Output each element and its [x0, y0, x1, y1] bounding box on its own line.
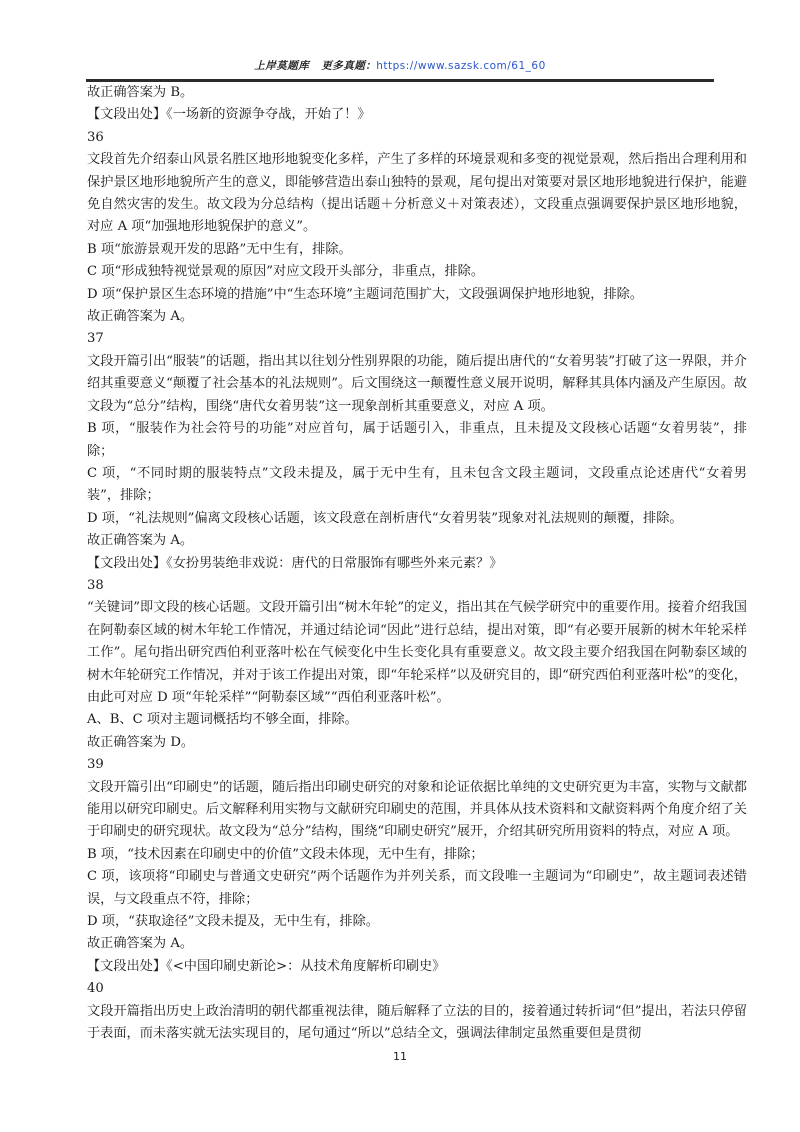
option-analysis: B 项，“技术因素在印刷史中的价值”文段未体现，无中生有，排除；	[87, 846, 484, 862]
option-analysis: A、B、C 项对主题词概括均不够全面，排除。	[87, 712, 358, 728]
answer-line: 故正确答案为 D。	[87, 734, 195, 750]
answer-line: 故正确答案为 A。	[87, 936, 194, 952]
analysis-paragraph: “关键词”即文段的核心话题。文段开篇引出“树木年轮”的定义，指出其在气候学研究中的重要作用。接着介绍我国在阿勒泰区域的树木年轮工作情况，并通过结论词“因此”进行总结，提出对策，即“有必要开展新的树木年轮采样工作”。尾句指出研究西伯利亚落叶松在气候变化中生长变化具有重要意义。故文段主要介绍我国在阿勒泰区域的树木年轮研究工作情况，并对于该工作提出对策，即“年轮采样”以及研究目的，即“研究西伯利亚落叶松”的变化，由此可对应 D 项“年轮采样”“阿勒泰区域”“西伯利亚落叶松”。	[87, 600, 747, 705]
question-number: 40	[87, 981, 104, 997]
option-analysis: B 项“旅游景观开发的思路”无中生有，排除。	[87, 241, 352, 257]
question-number: 37	[87, 331, 104, 347]
answer-line: 故正确答案为 A。	[87, 309, 194, 325]
option-analysis: D 项“保护景区生态环境的措施”中“生态环境”主题词范围扩大，文段强调保护地形地貌，排除。	[87, 286, 644, 302]
page-number: 11	[393, 1050, 407, 1063]
option-analysis: C 项“形成独特视觉景观的原因”对应文段开头部分，非重点，排除。	[87, 264, 485, 280]
analysis-paragraph: 文段开篇引出“服装”的话题，指出其以往划分性别界限的功能，随后提出唐代的“女着男装”打破了这一界限，并介绍其重要意义“颠覆了社会基本的礼法规则”。后文围绕这一颠覆性意义展开说明，解释其具体内涵及产生原因。故文段为“总分”结构，围绕“唐代女着男装”这一现象剖析其重要意义，对应 A 项。	[87, 353, 747, 414]
option-analysis: D 项，“礼法规则”偏离文段核心话题，该文段意在剖析唐代“女着男装”现象对礼法规则的颠覆，排除。	[87, 510, 683, 526]
header-link[interactable]: https://www.sazsk.com/61_60	[376, 60, 546, 72]
answer-line: 故正确答案为 B。	[87, 85, 194, 100]
site-name: 上岸莫题库	[254, 60, 310, 72]
source-line: 【文段出处】《<中国印刷史新论>：从技术角度解析印刷史》	[87, 958, 446, 974]
document-body	[87, 82, 747, 1045]
question-number: 36	[87, 129, 104, 145]
analysis-paragraph: 文段首先介绍泰山风景名胜区地形地貌变化多样，产生了多样的环境景观和多变的视觉景观，然后指出合理利用和保护景区地形地貌所产生的意义，即能够营造出泰山独特的景观，尾句提出对策要对景区地形地貌进行保护，能避免自然灾害的发生。故文段为分总结构（提出话题＋分析意义＋对策表述），文段重点强调要保护景区地形地貌，对应 A 项“加强地形地貌保护的意义”。	[87, 152, 747, 235]
page-header	[86, 58, 714, 82]
analysis-paragraph: 文段开篇引出“印刷史”的话题，随后指出印刷史研究的对象和论证依据比单纯的文史研究更为丰富，实物与文献都能用以研究印刷史。后文解释利用实物与文献研究印刷史的范围，并具体从技术资料和文献资料两个角度介绍了关于印刷史的研究现状。故文段为“总分”结构，围绕“印刷史研究”展开，介绍其研究所用资料的特点，对应 A 项。	[87, 779, 747, 840]
question-number: 38	[87, 577, 104, 593]
analysis-paragraph: 文段开篇指出历史上政治清明的朝代都重视法律，随后解释了立法的目的，接着通过转折词“但”提出，若法只停留于表面，而未落实就无法实现目的，尾句通过“所以”总结全文，强调法律制定虽然重要但是贯彻	[87, 1003, 747, 1042]
answer-line: 故正确答案为 A。	[87, 533, 194, 549]
question-number: 39	[87, 757, 104, 773]
source-line: 【文段出处】《一场新的资源争夺战，开始了！》	[87, 107, 371, 123]
source-line: 【文段出处】《女扮男装绝非戏说：唐代的日常服饰有哪些外来元素？》	[87, 555, 503, 571]
option-analysis: C 项，“不同时期的服装特点”文段未提及，属于无中生有，且未包含文段主题词，文段重点论述唐代“女着男装”，排除；	[87, 465, 747, 504]
option-analysis: B 项，“服装作为社会符号的功能”对应首句，属于话题引入，非重点，且未提及文段核心话题“女着男装”，排除；	[87, 421, 747, 459]
option-analysis: C 项，该项将“印刷史与普通文史研究”两个话题作为并列关系，而文段唯一主题词为“印刷史”，故主题词表述错误，与文段重点不符，排除；	[87, 869, 747, 907]
more-questions-label: 更多真题：	[321, 60, 377, 72]
option-analysis: D 项，“获取途径”文段未提及，无中生有，排除。	[87, 914, 379, 930]
